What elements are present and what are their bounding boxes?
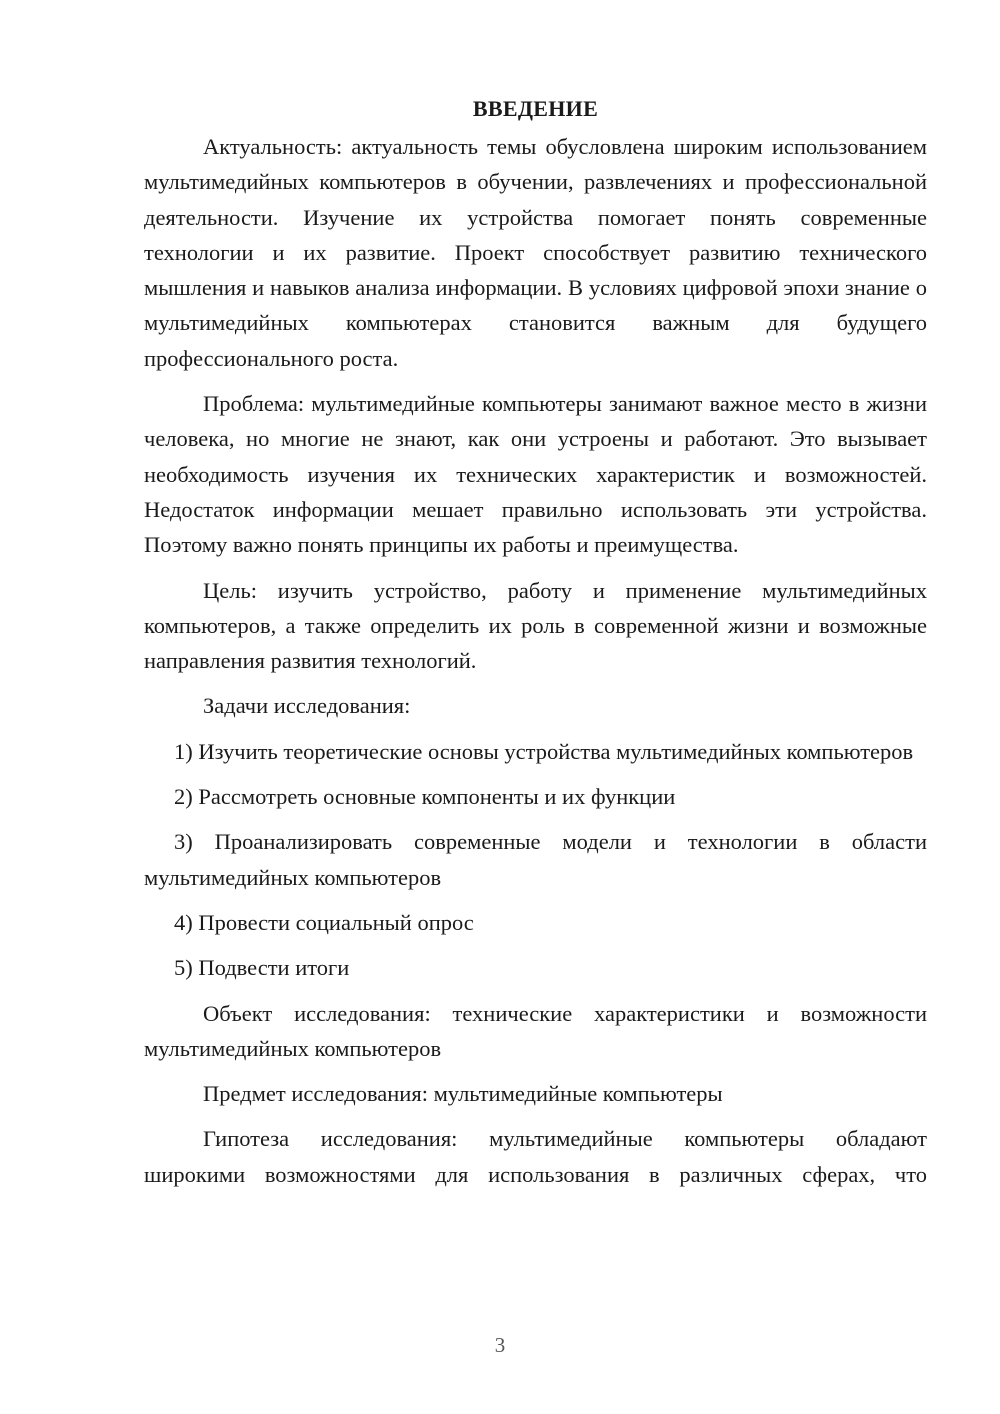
tasks-title: Задачи исследования: [203, 693, 411, 719]
subject-paragraph: Предмет исследования: мультимедийные компьютеры [203, 1081, 723, 1107]
page-title: ВВЕДЕНИЕ [472, 96, 599, 121]
problem-paragraph: Проблема: мультимедийные компьютеры занимают важное место в жизни человека, но многие не знают, как они устроены и работают. Это вызывает необходимость изучения их технических характеристик и возможностей. Недостаток информации мешает правильно использовать эти устройства. Поэтому важно понять принципы их работы и преимущества. [144, 391, 927, 558]
task-item-4: 4) Провести социальный опрос [174, 909, 474, 935]
page-number: 3 [494, 1333, 506, 1357]
object-paragraph: Объект исследования: технические характеристики и возможности мультимедийных компьютеров [144, 1000, 927, 1061]
task-item-5: 5) Подвести итоги [174, 955, 350, 981]
task-item-3: 3) Проанализировать современные модели и технологии в области мультимедийных компьютеров [144, 829, 927, 890]
hypothesis-paragraph: Гипотеза исследования: мультимедийные компьютеры обладают широкими возможностями для использования в различных сферах, что [144, 1126, 927, 1187]
relevance-paragraph: Актуальность: актуальность темы обусловлена широким использованием мультимедийных компьютеров в обучении, развлечениях и профессиональной деятельности. Изучение их устройства помогает понять современные технологии и их развитие. Проект способствует развитию технического мышления и навыков анализа информации. В условиях цифровой эпохи знание о мультимедийных компьютерах становится важным для будущего профессионального роста. [144, 134, 927, 371]
task-item-1: 1) Изучить теоретические основы устройства мультимедийных компьютеров [174, 738, 914, 764]
task-item-2: 2) Рассмотреть основные компоненты и их функции [174, 784, 676, 810]
document-page [144, 94, 927, 1192]
goal-paragraph: Цель: изучить устройство, работу и применение мультимедийных компьютеров, а также определить их роль в современной жизни и возможные направления развития технологий. [144, 577, 927, 674]
